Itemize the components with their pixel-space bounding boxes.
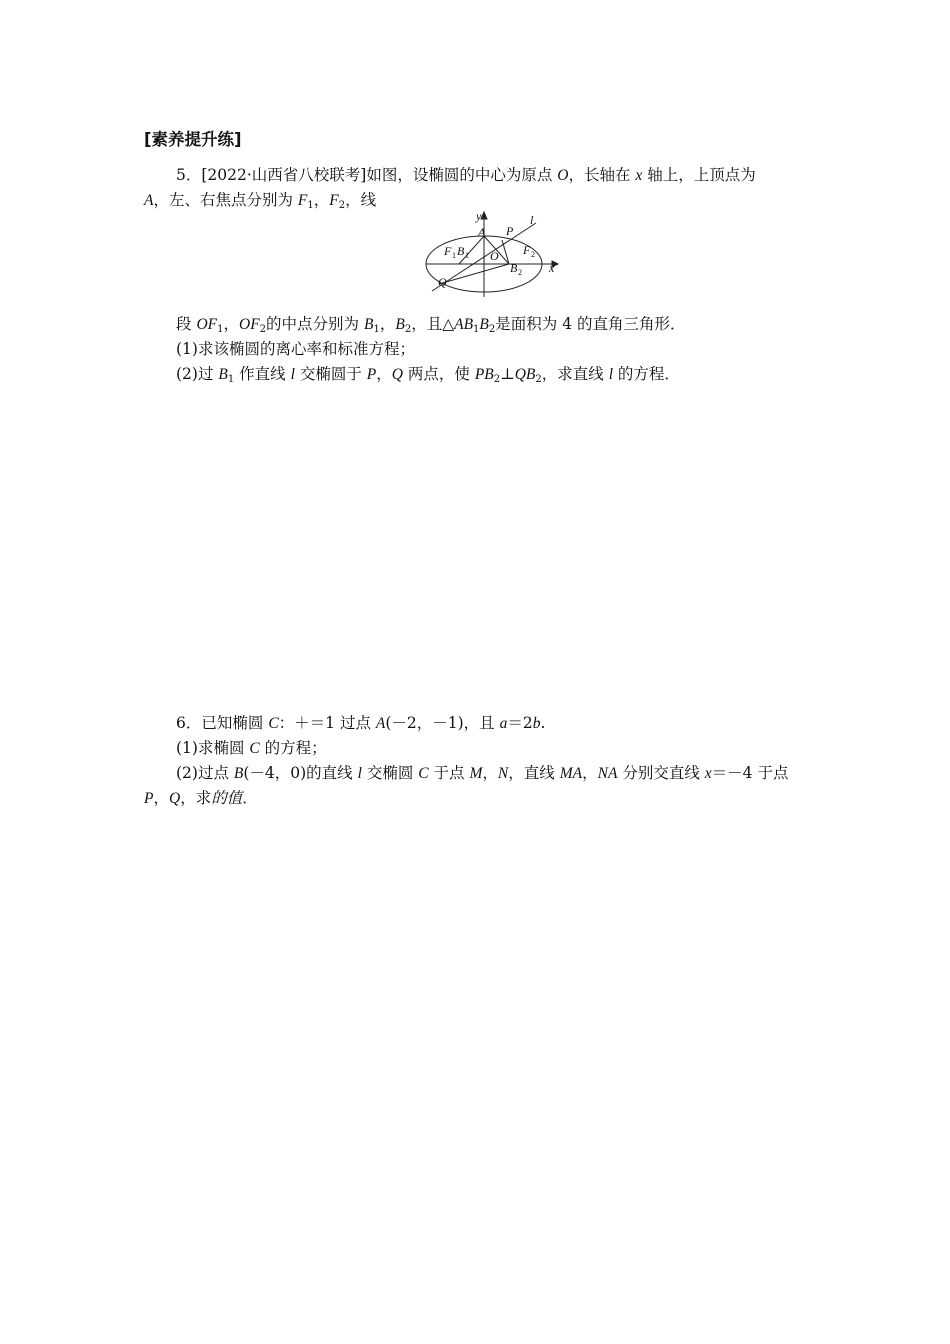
label-B1-sub: 1 xyxy=(465,251,469,260)
label-F1-sub: 1 xyxy=(452,251,456,260)
ellipse-figure xyxy=(424,209,564,297)
label-O: O xyxy=(490,249,499,263)
q6-line-1: 6．已知椭圆 C：＋＝1 过点 A(－2，－1)，且 a＝2b. xyxy=(176,714,546,732)
label-l: l xyxy=(530,213,534,227)
label-F1: F xyxy=(444,244,452,258)
segment-Q-B2 xyxy=(439,264,509,284)
label-P: P xyxy=(506,224,514,238)
q5-part-2: (2)过 $B_1$ 作直线 l 交椭圆于 P，Q 两点，使 $PB_2\perp QB_2$，求直线 l 的方程． xyxy=(176,365,680,385)
label-B2: B xyxy=(510,261,518,275)
label-y: y xyxy=(476,209,482,223)
q6-part-1: (1)求椭圆 C 的方程； xyxy=(176,739,327,757)
label-F2: F xyxy=(523,243,531,257)
label-A: A xyxy=(478,225,486,239)
label-B1: B xyxy=(457,244,465,258)
label-x: x xyxy=(549,261,555,275)
y-axis-arrow xyxy=(481,212,487,219)
q5-line-2: A，左、右焦点分别为 $F_1$，$F_2$，线 xyxy=(144,191,377,211)
label-B2-sub: 2 xyxy=(518,268,522,277)
q6-part-2: (2)过点 B(－4，0)的直线 l 交椭圆 C 于点 M，N，直线 MA，NA 分别交直线 x＝－4 于点 xyxy=(176,764,789,782)
label-Q: Q xyxy=(438,275,447,289)
section-title: [素养提升练] xyxy=(144,130,242,149)
label-F2-sub: 2 xyxy=(531,250,535,259)
q5-line-3: 段 $OF_1$，$OF_2$的中点分别为 $B_1$，$B_2$，且$\triangle AB_1B_2$是面积为 4 的直角三角形． xyxy=(176,315,686,335)
q5-line-1: 5．[2022·山西省八校联考]如图，设椭圆的中心为原点 O，长轴在 x 轴上，上顶点为 xyxy=(176,166,756,184)
q6-part-2-cont: P，Q，求的值． xyxy=(144,789,258,807)
q5-part-1: (1)求该椭圆的离心率和标准方程； xyxy=(176,340,415,358)
